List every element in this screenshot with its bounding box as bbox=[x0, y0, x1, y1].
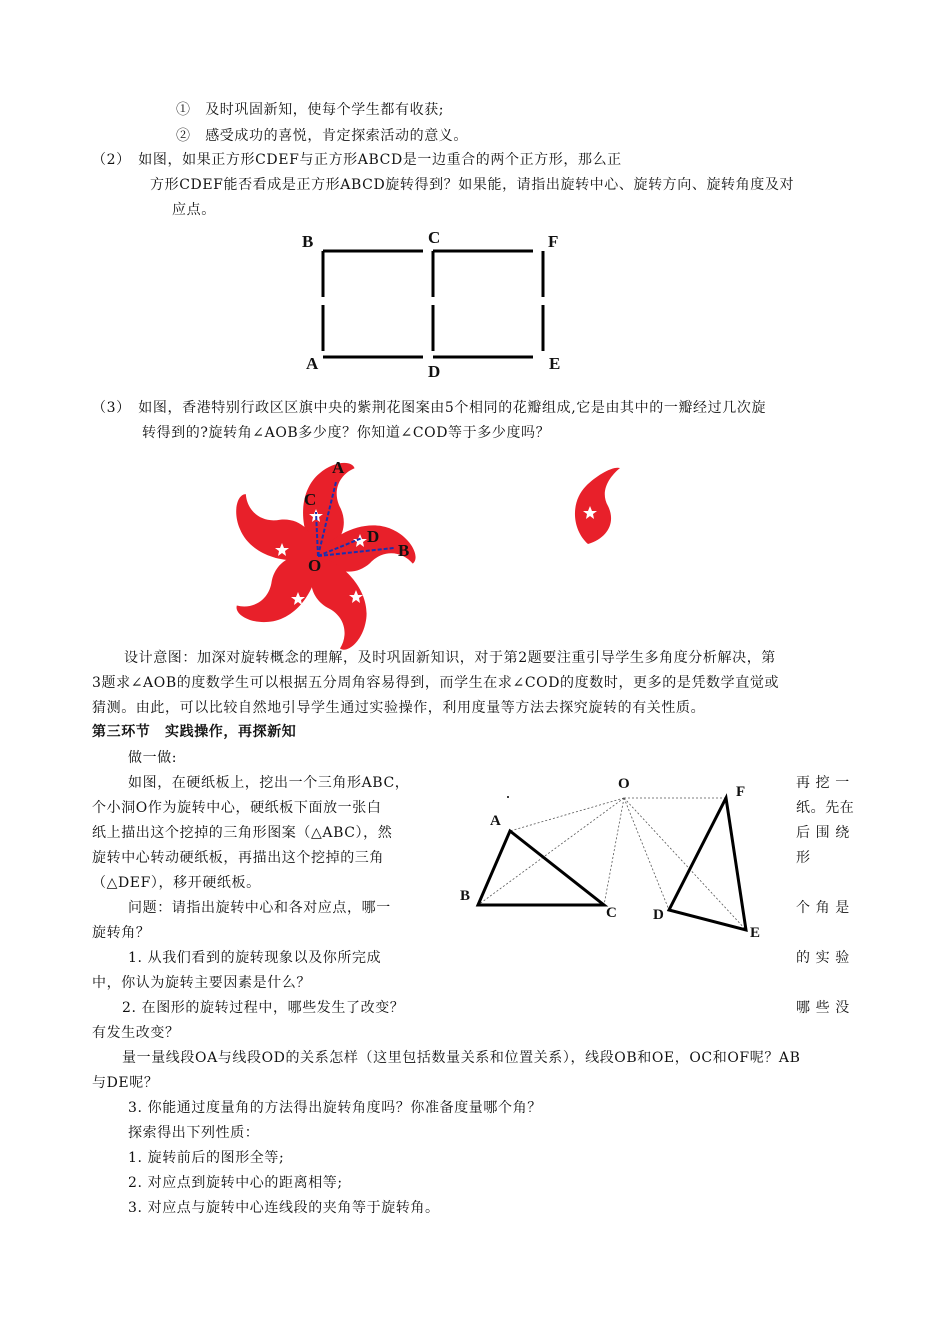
activity-line-3-right: 后 围 绕 bbox=[796, 825, 850, 841]
activity-line-2: 个小洞O作为旋转中心，硬纸板下面放一张白 bbox=[92, 800, 382, 816]
section-3-heading: 第三环节 实践操作，再探新知 bbox=[92, 724, 297, 740]
segment-OD bbox=[624, 798, 669, 910]
question-line-2: 旋转角？ bbox=[92, 925, 151, 941]
label-D: D bbox=[428, 362, 441, 381]
question-item-2: 2. 在图形的旋转过程中，哪些发生了改变？ bbox=[122, 1000, 405, 1016]
question-item-1: 1. 从我们看到的旋转现象以及你所完成 bbox=[128, 950, 382, 966]
activity-line-2-right: 纸。先在 bbox=[796, 800, 855, 816]
flower-label-B: B bbox=[398, 541, 410, 560]
label-C: C bbox=[428, 228, 441, 247]
question-line-1-right: 个 角 是 bbox=[796, 900, 850, 916]
design-intent-1: 设计意图：加深对旋转概念的理解，及时巩固新知识，对于第2题要注重引导学生多角度分析解决，第 bbox=[124, 650, 776, 666]
activity-line-3: 纸上描出这个挖掉的三角形图案（△ABC），然 bbox=[92, 825, 393, 841]
flower-label-C: C bbox=[304, 490, 317, 509]
flower-label-O: O bbox=[308, 556, 322, 575]
triangle-ABC bbox=[478, 831, 604, 905]
design-intent-3: 猜测。由此，可以比较自然地引导学生通过实验操作，利用度量等方法去探究旋转的有关性质。 bbox=[92, 700, 706, 716]
triangle-DEF bbox=[669, 798, 746, 930]
tri-label-A: A bbox=[490, 813, 501, 829]
flower-label-A: A bbox=[332, 458, 345, 477]
label-E: E bbox=[549, 354, 561, 373]
question-2-line-3: 应点。 bbox=[172, 202, 216, 218]
label-F: F bbox=[548, 232, 559, 251]
tri-label-D: D bbox=[653, 907, 664, 923]
activity-line-4: 旋转中心转动硬纸板，再描出这个挖掉的三角 bbox=[92, 850, 384, 866]
question-item-2-right: 哪 些 没 bbox=[796, 1000, 850, 1016]
flower-label-D: D bbox=[367, 527, 380, 546]
property-1: 1. 旋转前后的图形全等; bbox=[128, 1150, 285, 1166]
tri-label-F: F bbox=[736, 784, 746, 800]
design-intent-2: 3题求∠AOB的度数学生可以根据五分周角容易得到，而学生在求∠COD的度数时，更多的是凭数学直觉或 bbox=[92, 675, 780, 691]
question-item-1-right: 的 实 验 bbox=[796, 950, 850, 966]
tri-label-C: C bbox=[606, 905, 617, 921]
measure-line-1: 量一量线段OA与线段OD的关系怎样（这里包括数量关系和位置关系），线段OB和OE，OC和OF呢？AB bbox=[122, 1050, 801, 1066]
label-A: A bbox=[306, 354, 319, 373]
question-2-line-2: 方形CDEF能否看成是正方形ABCD旋转得到？如果能，请指出旋转中心、旋转方向、旋转角度及对 bbox=[150, 177, 795, 193]
tri-label-B: B bbox=[460, 888, 471, 904]
objective-1: ① 及时巩固新知，使每个学生都有收获; bbox=[176, 102, 445, 118]
activity-line-1: 如图，在硬纸板上，挖出一个三角形ABC， bbox=[128, 775, 410, 791]
segment-OC bbox=[604, 798, 624, 905]
tri-label-E: E bbox=[750, 925, 761, 941]
tri-label-O: O bbox=[618, 776, 630, 792]
objective-2: ② 感受成功的喜悦，肯定探索活动的意义。 bbox=[176, 128, 468, 144]
property-3: 3. 对应点与旋转中心连线段的夹角等于旋转角。 bbox=[128, 1200, 440, 1216]
question-2-line-1: （2） 如图，如果正方形CDEF与正方形ABCD是一边重合的两个正方形，那么正 bbox=[92, 152, 622, 168]
activity-line-4-right: 形 bbox=[796, 850, 811, 866]
question-item-3: 3. 你能通过度量角的方法得出旋转角度吗？你准备度量哪个角？ bbox=[128, 1100, 542, 1116]
segment-OA bbox=[510, 798, 624, 831]
measure-line-2: 与DE呢？ bbox=[92, 1075, 159, 1091]
question-3-line-1: （3） 如图，香港特别行政区区旗中央的紫荆花图案由5个相同的花瓣组成,它是由其中的一瓣经过几次旋 bbox=[92, 400, 767, 416]
question-item-2-cont: 有发生改变？ bbox=[92, 1025, 180, 1041]
activity-line-5: （△DEF），移开硬纸板。 bbox=[92, 875, 261, 891]
label-B: B bbox=[302, 232, 314, 251]
properties-intro: 探索得出下列性质： bbox=[128, 1125, 260, 1141]
property-2: 2. 对应点到旋转中心的距离相等; bbox=[128, 1175, 343, 1191]
question-item-1-cont: 中，你认为旋转主要因素是什么？ bbox=[92, 975, 311, 991]
question-line-1: 问题：请指出旋转中心和各对应点，哪一 bbox=[128, 900, 391, 916]
activity-title: 做一做: bbox=[128, 750, 178, 766]
dot-mark bbox=[507, 796, 509, 798]
question-3-line-2: 转得到的?旋转角∠AOB多少度？你知道∠COD等于多少度吗？ bbox=[142, 425, 551, 441]
activity-line-1-right: 再 挖 一 bbox=[796, 775, 850, 791]
